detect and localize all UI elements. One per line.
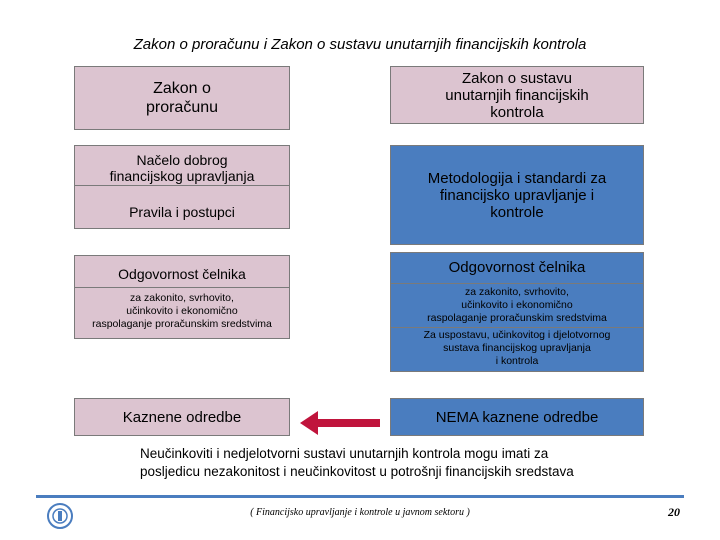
right-responsibility-detail-1: za zakonito, svrhovito, učinkovito i ekonomično raspolaganje proračunskim sredstvima (427, 286, 607, 324)
right-responsibility-divider-2 (391, 327, 643, 328)
footer-divider (36, 495, 684, 498)
right-penalties-label: NEMA kaznene odredbe (435, 408, 599, 426)
left-responsibility-divider (75, 287, 289, 288)
left-rules-label: Pravila i postupci (129, 204, 235, 220)
left-principle-divider (75, 185, 289, 186)
left-responsibility-detail: za zakonito, svrhovito, učinkovito i ekonomično raspolaganje proračunskim sredstvima (92, 292, 272, 330)
left-header-label: Zakon o proračunu (145, 80, 219, 116)
left-penalties-label: Kaznene odredbe (122, 408, 242, 426)
right-header-box (390, 66, 644, 124)
bottom-note: Neučinkoviti i nedjelotvorni sustavi unutarnjih kontrola mogu imati za posljedicu nezakonitost i neučinkovitost u potrošnji financijskih sredstava (140, 446, 574, 479)
right-responsibility-divider-1 (391, 283, 643, 284)
right-methodology-label: Metodologija i standardi za financijsko upravljanje i kontrole (427, 169, 607, 221)
arrow-shape (300, 411, 380, 435)
left-arrow-icon (300, 411, 380, 435)
left-responsibility-label: Odgovornost čelnika (118, 266, 246, 282)
right-responsibility-label: Odgovornost čelnika (448, 259, 586, 276)
slide-title: Zakon o proračunu i Zakon o sustavu unutarnjih financijskih kontrola (133, 36, 587, 53)
left-principle-label: Načelo dobrog financijskog upravljanja (109, 152, 255, 184)
page-number: 20 (668, 505, 680, 519)
right-methodology-box (390, 145, 644, 245)
logo-icon (46, 502, 74, 530)
left-penalties-box (74, 398, 290, 436)
footer-text: ( Financijsko upravljanje i kontrole u javnom sektoru ) (250, 507, 470, 518)
right-responsibility-detail-2: Za uspostavu, učinkovitog i djelotvornog sustava financijskog upravljanja i kontrola (423, 329, 611, 367)
left-header-box (74, 66, 290, 130)
right-responsibility-box (390, 252, 644, 372)
right-penalties-box (390, 398, 644, 436)
left-responsibility-box (74, 255, 290, 339)
right-header-label: Zakon o sustavu unutarnjih financijskih kontrola (445, 69, 589, 121)
left-principle-box (74, 145, 290, 229)
